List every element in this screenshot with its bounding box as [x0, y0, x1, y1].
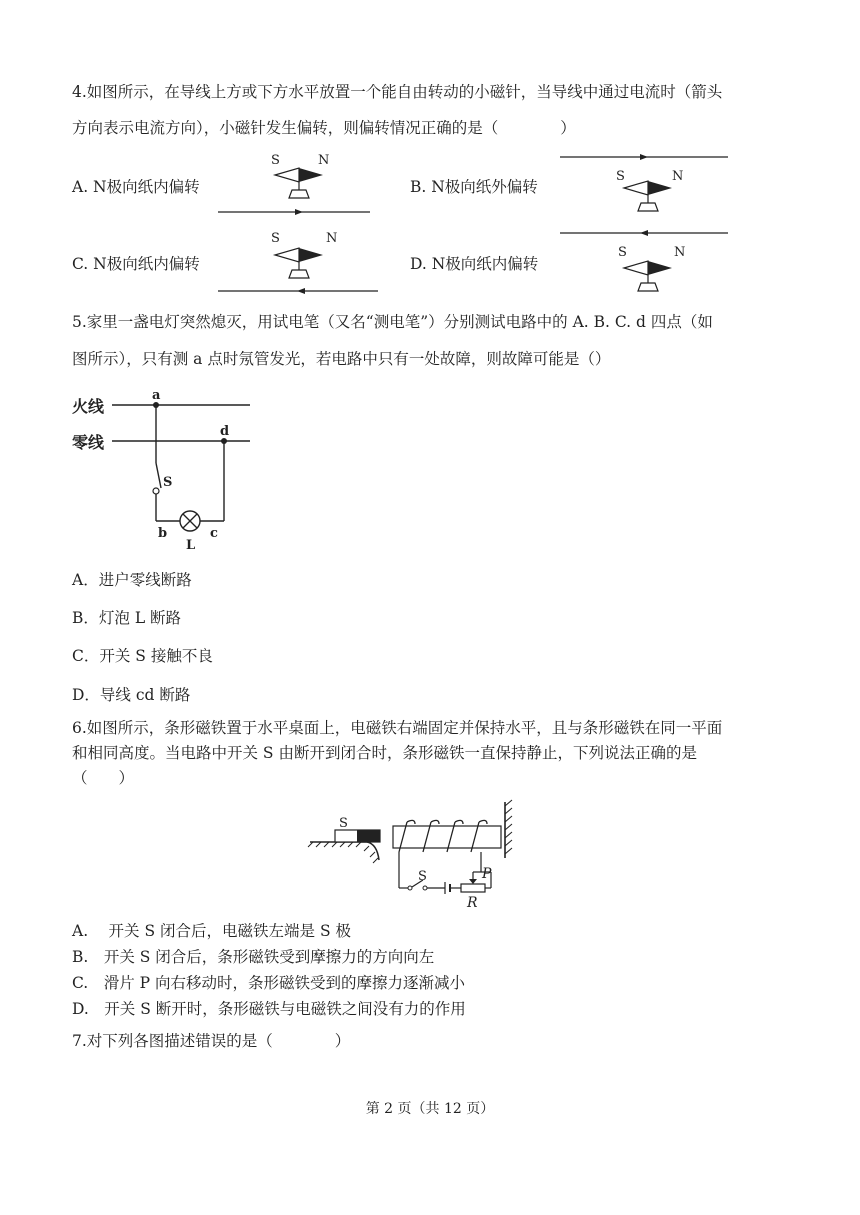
q6-option-c[interactable]: C. 滑片 P 向右移动时，条形磁铁受到的摩擦力逐渐减小: [72, 974, 466, 992]
switch-s-label: S: [418, 869, 427, 884]
q6-option-b[interactable]: B. 开关 S 闭合后，条形磁铁受到摩擦力的方向向左: [72, 948, 435, 966]
q7-stem-line1: 7.对下列各图描述错误的是（ ）: [72, 1032, 351, 1050]
q4-figure-d: [558, 226, 733, 301]
needle-s-label: S: [616, 169, 625, 184]
needle-n-label: N: [318, 153, 330, 168]
lamp-l-label: L: [186, 538, 196, 553]
q5-option-a[interactable]: A．进户零线断路: [72, 571, 192, 589]
point-c-label: c: [210, 526, 218, 541]
page-footer: 第 2 页（共 12 页）: [365, 1101, 495, 1117]
q5-circuit-figure: [70, 385, 260, 555]
q4-option-a[interactable]: A. N极向纸内偏转: [72, 178, 200, 196]
point-a-label: a: [152, 388, 161, 403]
needle-s-label: S: [271, 231, 280, 246]
q6-option-d[interactable]: D. 开关 S 断开时，条形磁铁与电磁铁之间没有力的作用: [72, 1000, 466, 1018]
q4-stem-line1: 4.如图所示，在导线上方或下方水平放置一个能自由转动的小磁针，当导线中通过电流时（箭头: [72, 83, 723, 101]
q6-electromagnet-figure: [305, 800, 520, 910]
q5-option-b[interactable]: B．灯泡 L 断路: [72, 609, 182, 627]
q4-option-b[interactable]: B. N极向纸外偏转: [410, 178, 538, 196]
q4-figure-b: [558, 150, 733, 225]
needle-n-label: N: [674, 245, 686, 260]
rheostat-r-label: R: [467, 895, 478, 911]
needle-s-label: S: [618, 245, 627, 260]
q4-figure-a: [215, 150, 375, 220]
q6-option-a[interactable]: A. 开关 S 闭合后，电磁铁左端是 S 极: [72, 922, 351, 940]
q4-stem-line2: 方向表示电流方向），小磁针发生偏转，则偏转情况正确的是（ ）: [72, 119, 576, 137]
switch-s-label: S: [163, 475, 173, 490]
needle-n-label: N: [326, 231, 338, 246]
needle-n-label: N: [672, 169, 684, 184]
magnet-s-label: S: [339, 816, 348, 831]
q5-option-d[interactable]: D．导线 cd 断路: [72, 686, 191, 704]
point-b-label: b: [158, 526, 168, 541]
q6-stem-line1: 6.如图所示，条形磁铁置于水平桌面上，电磁铁右端固定并保持水平，且与条形磁铁在同一平面: [72, 719, 723, 737]
q4-figure-c: [215, 228, 380, 298]
slider-p-label: P: [482, 866, 492, 882]
q5-stem-line2: 图所示），只有测 a 点时氖管发光，若电路中只有一处故障，则故障可能是（）: [72, 350, 611, 368]
q6-stem-line3: （ ）: [72, 769, 135, 787]
q5-option-c[interactable]: C．开关 S 接触不良: [72, 647, 213, 665]
q6-stem-line2: 和相同高度。当电路中开关 S 由断开到闭合时，条形磁铁一直保持静止，下列说法正确的是: [72, 744, 697, 762]
q4-option-c[interactable]: C. N极向纸内偏转: [72, 255, 200, 273]
neutral-wire-label: 零线: [72, 433, 105, 452]
live-wire-label: 火线: [72, 397, 105, 416]
needle-s-label: S: [271, 153, 280, 168]
point-d-label: d: [220, 424, 230, 439]
q5-stem-line1: 5.家里一盏电灯突然熄灭，用试电笔（又名“测电笔”）分别测试电路中的 A. B. C. d 四点（如: [72, 313, 713, 331]
q4-option-d[interactable]: D. N极向纸内偏转: [410, 255, 539, 273]
